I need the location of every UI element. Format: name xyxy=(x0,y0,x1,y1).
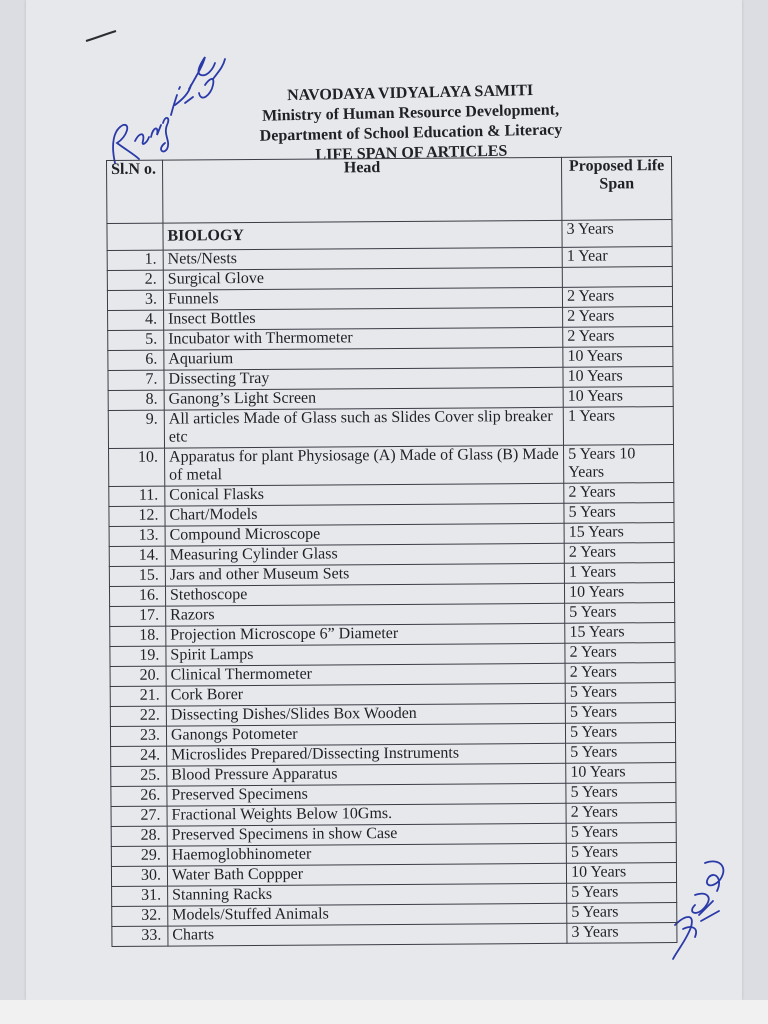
cell-sl-no: 4. xyxy=(108,310,164,330)
cell-article: Stanning Racks xyxy=(168,883,567,906)
cell-sl-no: 27. xyxy=(111,806,167,826)
table-row xyxy=(109,445,674,487)
cell-article: Ganongs Potometer xyxy=(166,723,565,746)
cell-sl-no: 23. xyxy=(110,726,166,746)
cell-life-span: 5 Years xyxy=(567,903,677,924)
cell-life-span: 10 Years xyxy=(563,347,673,368)
document-header xyxy=(200,79,622,168)
cell-sl-no: 7. xyxy=(108,370,164,390)
cell-sl-no: 18. xyxy=(110,626,166,646)
cell-life-span: 3 Years xyxy=(567,923,677,944)
cell-sl-no: 9. xyxy=(108,410,164,448)
cell-sl-no: 10. xyxy=(109,448,165,486)
cell-sl-no: 32. xyxy=(112,906,168,926)
section-row xyxy=(107,220,672,251)
cell-article: All articles Made of Glass such as Slides Cover slip breaker etc xyxy=(164,407,563,448)
cell-life-span: 2 Years xyxy=(563,287,673,308)
cell-life-span: 5 Years xyxy=(566,783,676,804)
cell-sl-no: 1. xyxy=(107,250,163,270)
cell-sl-no: 3. xyxy=(107,290,163,310)
cell-sl-no: 12. xyxy=(109,506,165,526)
cell-sl-no: 24. xyxy=(111,746,167,766)
section-life-span: 3 Years xyxy=(562,220,672,248)
cell-sl-no: 5. xyxy=(108,330,164,350)
cell-sl-no: 16. xyxy=(109,586,165,606)
section-label: BIOLOGY xyxy=(163,220,562,250)
cell-sl-no: 6. xyxy=(108,350,164,370)
cell-life-span: 2 Years xyxy=(564,483,674,504)
cell-life-span: 5 Years xyxy=(565,683,675,704)
cell-sl-no: 22. xyxy=(110,706,166,726)
pen-mark xyxy=(82,28,122,44)
document-title: LIFE SPAN OF ARTICLES xyxy=(315,142,508,164)
cell-article: Conical Flasks xyxy=(165,483,564,506)
cell-article: Dissecting Dishes/Slides Box Wooden xyxy=(166,703,565,726)
cell-article: Aquarium xyxy=(164,347,563,370)
cell-article: Blood Pressure Apparatus xyxy=(167,763,566,786)
cell-life-span: 5 Years xyxy=(565,603,675,624)
cell-life-span: 10 Years xyxy=(563,367,673,388)
cell-life-span: 1 Years xyxy=(563,407,673,446)
life-span-table xyxy=(106,156,677,947)
cell-life-span: 5 Years xyxy=(567,883,677,904)
column-header-life-span: Proposed Life Span xyxy=(562,157,672,221)
cell-sl-no: 30. xyxy=(111,866,167,886)
cell-article: Jars and other Museum Sets xyxy=(165,563,564,586)
cell-sl-no: 31. xyxy=(112,886,168,906)
cell-sl-no: 14. xyxy=(109,546,165,566)
cell-sl-no: 19. xyxy=(110,646,166,666)
cell-article: Cork Borer xyxy=(166,683,565,706)
cell-life-span: 5 Years xyxy=(566,823,676,844)
cell-article: Ganong’s Light Screen xyxy=(164,387,563,410)
cell-life-span: 2 Years xyxy=(564,543,674,564)
org-name: NAVODAYA VIDYALAYA SAMITI xyxy=(286,82,534,105)
cell-article: Fractional Weights Below 10Gms. xyxy=(167,803,566,826)
cell-article: Dissecting Tray xyxy=(164,367,563,390)
cell-article: Haemoglobhinometer xyxy=(167,843,566,866)
cell-article: Stethoscope xyxy=(165,583,564,606)
department-name: Department of School Education & Literacy xyxy=(259,121,563,145)
cell-life-span: 1 Years xyxy=(564,563,674,584)
cell-life-span: 10 Years xyxy=(567,863,677,884)
cell-article: Compound Microscope xyxy=(165,523,564,546)
cell-article: Preserved Specimens in show Case xyxy=(167,823,566,846)
cell-article: Preserved Specimens xyxy=(167,783,566,806)
cell-life-span: 10 Years xyxy=(566,763,676,784)
cell-sl-no: 28. xyxy=(111,826,167,846)
cell-article: Spirit Lamps xyxy=(166,643,565,666)
cell-sl-no: 17. xyxy=(110,606,166,626)
cell-article: Models/Stuffed Animals xyxy=(168,903,567,926)
cell-sl-no: 25. xyxy=(111,766,167,786)
table-row xyxy=(112,923,677,947)
cell-life-span: 5 Years xyxy=(565,703,675,724)
cell-article: Surgical Glove xyxy=(163,267,562,290)
cell-sl-no: 29. xyxy=(111,846,167,866)
table-header-row xyxy=(107,157,672,224)
cell-life-span: 15 Years xyxy=(565,623,675,644)
cell-life-span: 5 Years xyxy=(566,843,676,864)
cell-sl-no: 33. xyxy=(112,926,168,946)
cell-sl-no: 21. xyxy=(110,686,166,706)
cell-article: Water Bath Coppper xyxy=(167,863,566,886)
cell-sl-no: 15. xyxy=(109,566,165,586)
cell-sl-no: 13. xyxy=(109,526,165,546)
cell-life-span: 5 Years 10 Years xyxy=(564,445,674,484)
cell-article: Incubator with Thermometer xyxy=(164,327,563,350)
cell-article: Apparatus for plant Physiosage (A) Made of Glass (B) Made of metal xyxy=(164,445,563,486)
cell-life-span: 2 Years xyxy=(565,643,675,664)
cell-article: Microslides Prepared/Dissecting Instruments xyxy=(167,743,566,766)
cell-life-span: 2 Years xyxy=(566,803,676,824)
cell-article: Chart/Models xyxy=(165,503,564,526)
cell-article: Nets/Nests xyxy=(163,247,562,270)
cell-life-span: 5 Years xyxy=(566,743,676,764)
cell-life-span: 2 Years xyxy=(563,307,673,328)
cell-life-span: 1 Year xyxy=(562,247,672,268)
cell-life-span: 10 Years xyxy=(563,387,673,408)
background-strip xyxy=(0,1000,768,1024)
cell-life-span: 2 Years xyxy=(563,327,673,348)
cell-sl-no: 26. xyxy=(111,786,167,806)
cell-life-span: 15 Years xyxy=(564,523,674,544)
cell-life-span: 5 Years xyxy=(566,723,676,744)
cell-article: Projection Microscope 6” Diameter xyxy=(166,623,565,646)
cell-article: Charts xyxy=(168,923,567,946)
cell-article: Clinical Thermometer xyxy=(166,663,565,686)
cell-sl-no: 8. xyxy=(108,390,164,410)
cell-life-span xyxy=(562,267,672,288)
section-sl xyxy=(107,223,163,250)
cell-sl-no: 20. xyxy=(110,666,166,686)
ministry-name: Ministry of Human Resource Development, xyxy=(261,101,560,125)
table-row xyxy=(108,407,673,449)
cell-life-span: 5 Years xyxy=(564,503,674,524)
cell-sl-no: 11. xyxy=(109,486,165,506)
column-header-sl: Sl.N o. xyxy=(107,160,163,223)
cell-life-span: 2 Years xyxy=(565,663,675,684)
cell-article: Measuring Cylinder Glass xyxy=(165,543,564,566)
cell-article: Funnels xyxy=(163,287,562,310)
cell-sl-no: 2. xyxy=(107,270,163,290)
cell-life-span: 10 Years xyxy=(565,583,675,604)
column-header-head: Head xyxy=(162,157,562,223)
cell-article: Razors xyxy=(166,603,565,626)
cell-article: Insect Bottles xyxy=(163,307,562,330)
